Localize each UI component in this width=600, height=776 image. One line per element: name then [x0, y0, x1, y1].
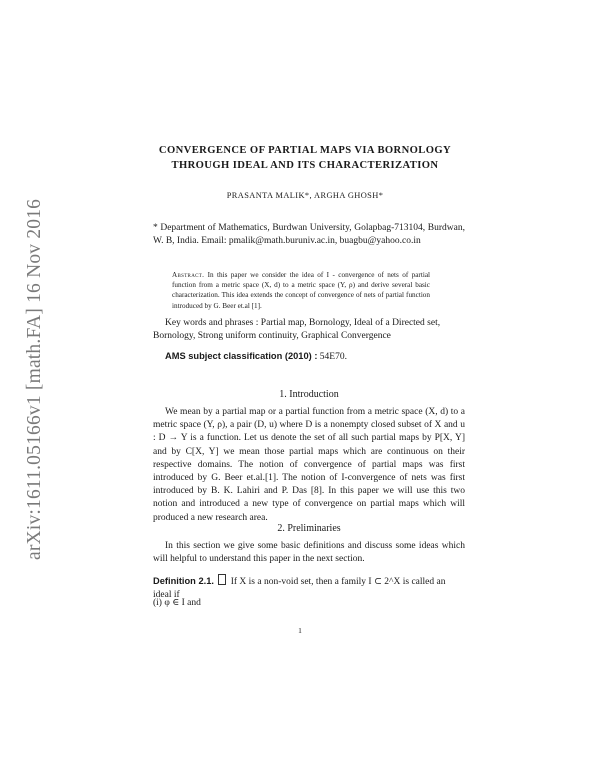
- title-line-2: THROUGH IDEAL AND ITS CHARACTERIZATION: [171, 160, 439, 171]
- affiliation: * Department of Mathematics, Burdwan University, Golapbag-713104, Burdwan, W. B, India. Email: pmalik@math.buruniv.ac.in, buagbu@yahoo.co.in: [153, 223, 465, 246]
- definition-text: If X is a non-void set, then a family I ⊂ 2^X is called an ideal if: [153, 577, 446, 601]
- abstract-text: In this paper we consider the idea of I - convergence of nets of partial function from a metric space (X, d) to a metric space (Y, ρ) and derive several basic characterization. This idea extends the concept of convergence of nets of partial function introduced by G. Beer et.al [1].: [172, 271, 431, 310]
- page-number: 1: [298, 626, 302, 635]
- ams-label: AMS subject classification (2010) :: [165, 351, 318, 361]
- ams-classification: [165, 351, 465, 362]
- abstract: [172, 270, 430, 311]
- authors: PRASANTA MALIK*, ARGHA GHOSH*: [226, 191, 384, 200]
- introduction-paragraph: We mean by a partial map or a partial function from a metric space (X, d) to a metric space (Y, ρ), a pair (D, u) where D is a nonempty closed subset of X and u : D → Y is a function. Let us denote the set of all such partial maps by P[X, Y] and by C[X, Y] we mean those partial maps which are continuous on their respective domains. The notion of convergence of partial maps was first introduced by G. Beer et.al.[1]. The notion of I-convergence of nets was first introduced by B. K. Lahiri and P. Das [8]. In this paper we will use this two notion and introduced a new type of convergence on partial maps which will produced a new research area.: [153, 407, 465, 523]
- keywords-text: Partial map, Bornology, Ideal of a Directed set, Bornology, Strong uniform continuity, Graphical Convergence: [153, 318, 441, 341]
- section-preliminaries-heading: 2. Preliminaries: [277, 523, 341, 534]
- keywords: [153, 317, 465, 343]
- ams-value: 54E70.: [319, 352, 347, 362]
- definition-item-1: (i) φ ∈ I and: [153, 598, 201, 608]
- keywords-label: Key words and phrases :: [165, 318, 259, 328]
- paper-title: [110, 143, 500, 173]
- preliminaries-paragraph: In this section we give some basic definitions and discuss some ideas which will helpful to understand this paper in the next section.: [153, 541, 465, 565]
- abstract-heading: Abstract.: [172, 271, 205, 279]
- definition-label: Definition 2.1.: [153, 576, 214, 586]
- title-line-1: CONVERGENCE OF PARTIAL MAPS VIA BORNOLOGY: [158, 145, 452, 156]
- section-introduction-heading: 1. Introduction: [279, 389, 339, 400]
- empty-citation-box-icon: [218, 574, 226, 585]
- arxiv-stamp: arXiv:1611.05166v1 [math.FA] 16 Nov 2016: [24, 198, 45, 560]
